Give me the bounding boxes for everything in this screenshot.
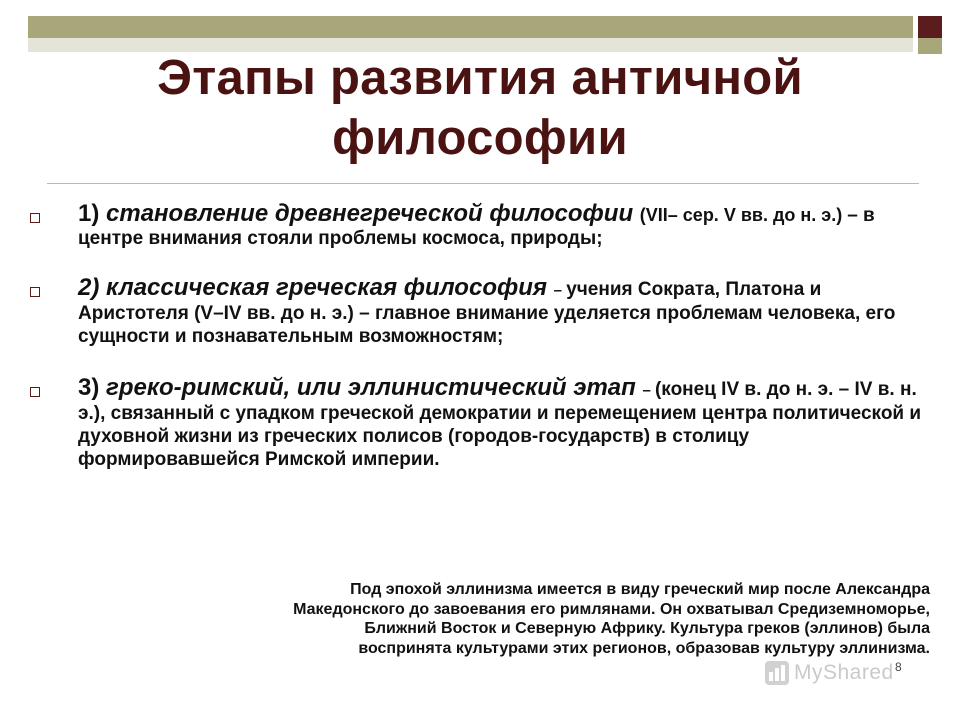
bullet-3-text: (конец IV в. до н. э. – IV в. н. э.), связанный с упадком греческой демократии и перемещением центра политической и духовной жизни из греческих полисов (городов-государств) в столицу формировавшейся Римской империи. (78, 379, 922, 470)
page-number: 8 (895, 660, 902, 674)
bullet-2-number: 2) (78, 274, 107, 301)
watermark-text: MyShared (794, 661, 894, 684)
slide-title-line-2: философии (332, 111, 628, 165)
corner-decor-light (918, 38, 942, 54)
note-line-2: Македонского до завоевания его римлянами. Он охватывал Средиземноморье, (293, 600, 930, 618)
hollow-square-bullet-icon (30, 213, 40, 223)
bullet-3-number: 3) (78, 374, 107, 401)
bullet-1-heading: становление древнегреческой философии (106, 200, 640, 227)
slide-title (40, 48, 920, 168)
slide-title-line-1: Этапы развития античной (157, 51, 803, 105)
hollow-square-bullet-icon (30, 387, 40, 397)
bullet-3-heading: греко-римский, или эллинистический этап (106, 374, 643, 401)
bullet-item-2 (30, 276, 930, 348)
corner-decor-dark (918, 16, 942, 38)
note-line-4: воспринята культурами этих регионов, образовав культуру эллинизма. (358, 639, 930, 657)
hollow-square-bullet-icon (30, 287, 40, 297)
bullet-1-text: – в центре внимания стояли проблемы космоса, природы; (78, 205, 875, 249)
title-divider (47, 183, 919, 184)
bullet-3-dash: – (642, 382, 655, 399)
hellenism-note (160, 580, 930, 658)
note-line-3: Ближний Восток и Северную Африку. Культура греков (эллинов) была (364, 620, 930, 637)
bullet-2-text: учения Сократа, Платона и Аристотеля (V–IV вв. до н. э.) – главное внимание уделяется проблемам человека, его сущности и познавательным возможностям; (78, 279, 896, 347)
myshared-logo-icon (764, 660, 790, 686)
bullet-1-number: 1) (78, 200, 107, 227)
note-line-1: Под эпохой эллинизма имеется в виду греческий мир после Александра (350, 581, 930, 598)
bullet-1-period: (VII– сер. V вв. до н. э.) (639, 205, 848, 225)
bullet-item-3 (30, 376, 930, 471)
bullet-2-dash: – (553, 282, 567, 299)
top-decor-bar (28, 16, 913, 38)
bullet-item-1 (30, 202, 930, 250)
watermark (764, 658, 894, 688)
bullet-list (30, 202, 930, 493)
bullet-2-heading: классическая греческая философия (106, 274, 554, 301)
